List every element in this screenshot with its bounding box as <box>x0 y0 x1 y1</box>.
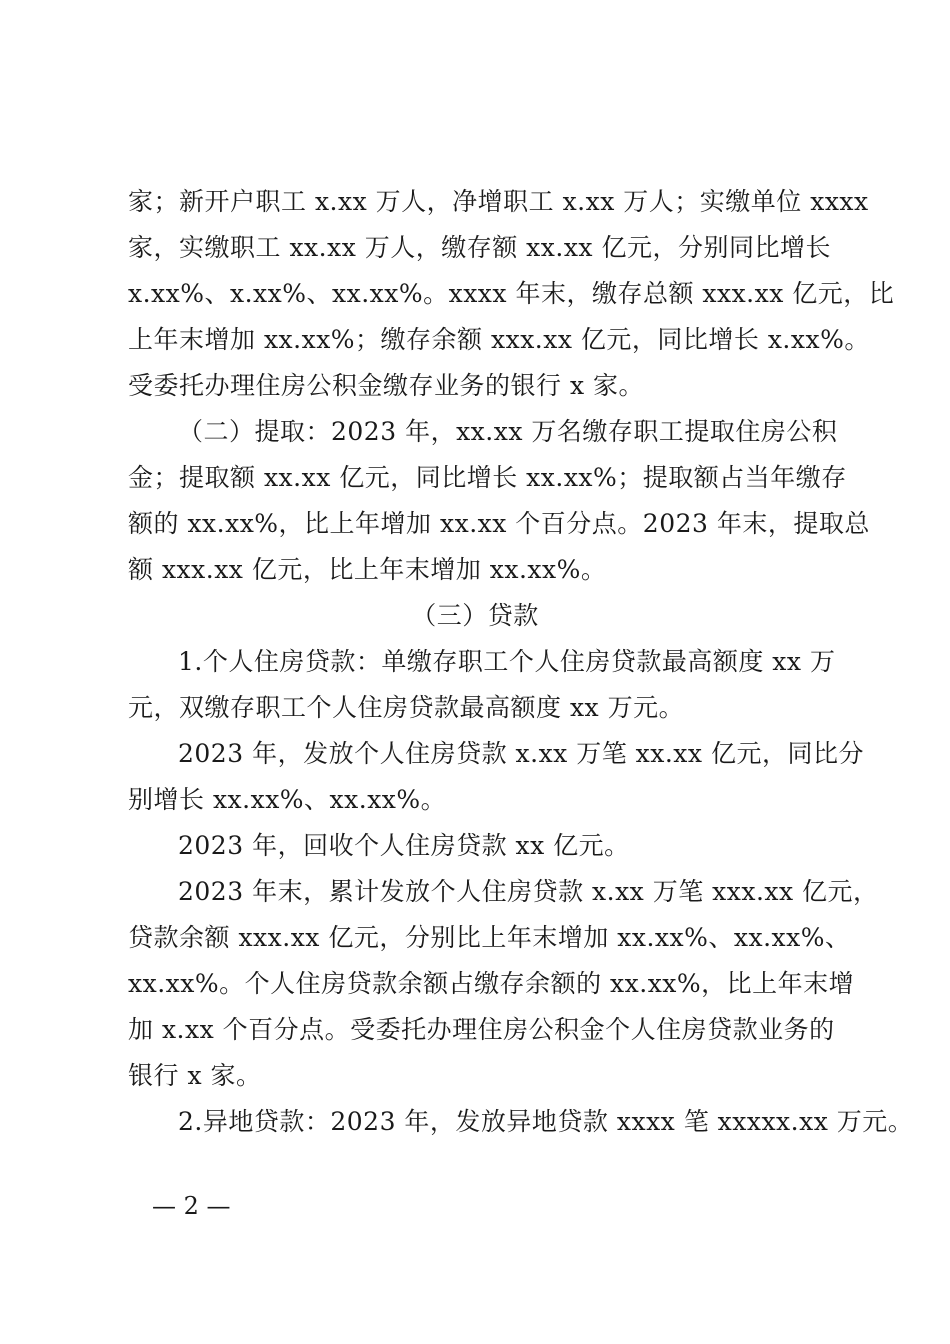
section-heading-withdrawal: （二）提取：2023 年，xx.xx 万名缴存职工提取住房公积 <box>178 417 838 446</box>
paragraph-line: 2023 年，发放个人住房贷款 x.xx 万笔 xx.xx 亿元，同比分 <box>178 739 864 768</box>
page-number: — 2 — <box>152 1192 231 1220</box>
paragraph-line: 2023 年，回收个人住房贷款 xx 亿元。 <box>178 831 630 860</box>
paragraph-line: 2.异地贷款：2023 年，发放异地贷款 xxxx 笔 xxxxx.xx 万元。 <box>178 1107 914 1136</box>
paragraph-line: 家；新开户职工 x.xx 万人，净增职工 x.xx 万人；实缴单位 xxxx <box>128 187 869 216</box>
paragraph-line: 额 xxx.xx 亿元，比上年末增加 xx.xx%。 <box>128 555 607 584</box>
paragraph-line: 额的 xx.xx%，比上年增加 xx.xx 个百分点。2023 年末，提取总 <box>128 509 870 538</box>
paragraph-line: xx.xx%。个人住房贷款余额占缴存余额的 xx.xx%，比上年末增 <box>128 969 855 998</box>
paragraph-line: 上年末增加 xx.xx%；缴存余额 xxx.xx 亿元，同比增长 x.xx%。 <box>128 325 870 354</box>
paragraph-line: 金；提取额 xx.xx 亿元，同比增长 xx.xx%；提取额占当年缴存 <box>128 463 847 492</box>
paragraph-line: 元，双缴存职工个人住房贷款最高额度 xx 万元。 <box>128 693 685 722</box>
paragraph-line: 加 x.xx 个百分点。受委托办理住房公积金个人住房贷款业务的 <box>128 1015 835 1044</box>
paragraph-line: 贷款余额 xxx.xx 亿元，分别比上年末增加 xx.xx%、xx.xx%、 <box>128 923 851 952</box>
paragraph-line: x.xx%、x.xx%、xx.xx%。xxxx 年末，缴存总额 xxx.xx 亿元，比 <box>128 279 895 308</box>
paragraph-line: 受委托办理住房公积金缴存业务的银行 x 家。 <box>128 371 644 400</box>
paragraph-line: 1.个人住房贷款：单缴存职工个人住房贷款最高额度 xx 万 <box>178 647 836 676</box>
paragraph-line: 银行 x 家。 <box>128 1061 262 1090</box>
section-heading-loans: （三）贷款 <box>411 601 539 630</box>
paragraph-line: 别增长 xx.xx%、xx.xx%。 <box>128 785 447 814</box>
paragraph-line: 2023 年末，累计发放个人住房贷款 x.xx 万笔 xxx.xx 亿元， <box>178 877 879 906</box>
paragraph-line: 家，实缴职工 xx.xx 万人，缴存额 xx.xx 亿元，分别同比增长 <box>128 233 831 262</box>
